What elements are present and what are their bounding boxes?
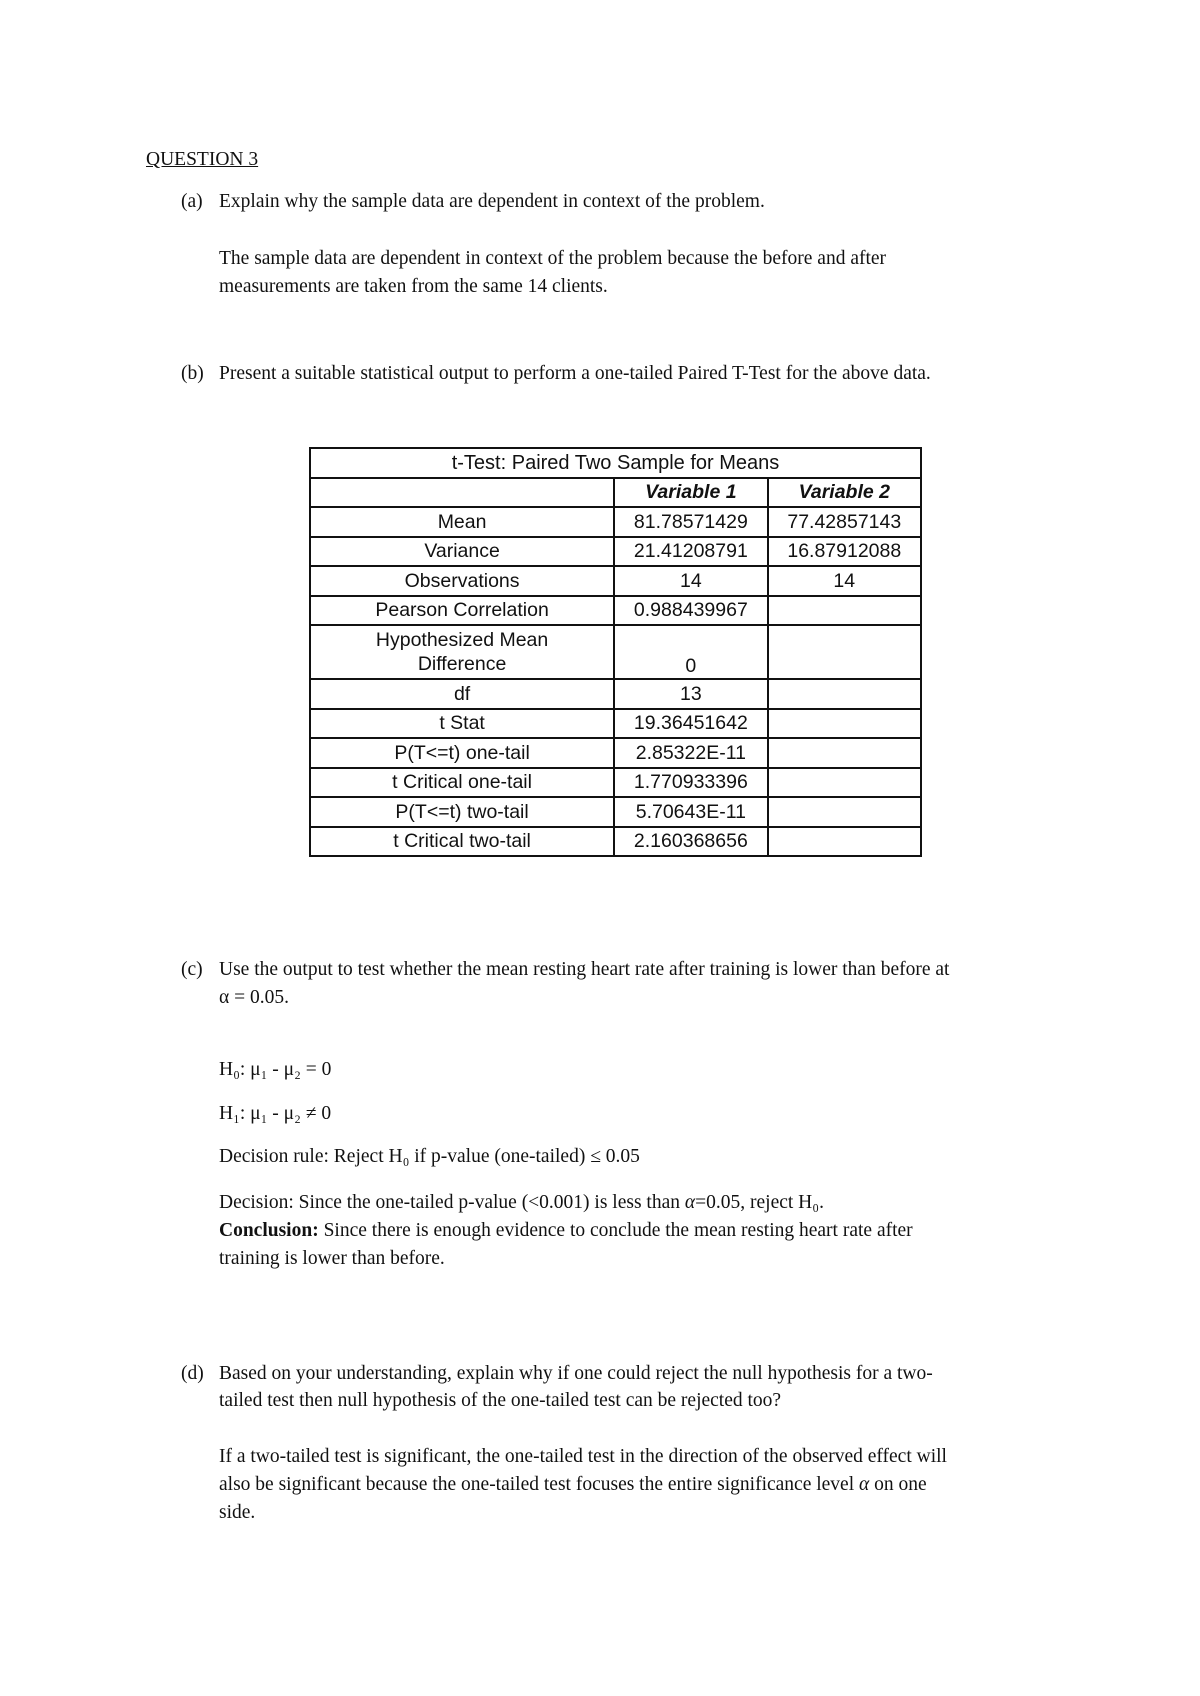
table-row [310,709,921,739]
part-a-question: Explain why the sample data are dependent in context of the problem. [219,191,765,212]
part-c-h0: H₀: μ₁ - μ₂ = 0 [219,1059,332,1080]
table-header-variable-1: Variable 1 [614,478,767,508]
row-label: df [310,679,614,709]
row-label: t Critical two-tail [310,827,614,857]
answer-text-1: also be significant because the one-tailed test focuses the entire significance level [219,1474,859,1495]
row-value-1: 13 [614,679,767,709]
answer-text-2: on one [869,1474,927,1495]
row-value-2 [768,709,921,739]
part-c-conclusion [219,1217,913,1245]
part-d-question-line2: tailed test then null hypothesis of the one-tailed test can be rejected too? [219,1390,782,1411]
decision-text-1: Decision: Since the one-tailed p-value (<0.001) is less than [219,1192,685,1213]
row-label: P(T<=t) one-tail [310,738,614,768]
part-d-answer-line1: If a two-tailed test is significant, the one-tailed test in the direction of the observed effect will [219,1446,947,1467]
part-a-label: (a) [181,191,203,212]
row-value-1: 81.78571429 [614,507,767,537]
part-c-question-line1: Use the output to test whether the mean resting heart rate after training is lower than before at [219,959,950,980]
part-b-question: Present a suitable statistical output to perform a one-tailed Paired T-Test for the above data. [219,363,931,384]
decision-text-2: =0.05, reject H₀. [695,1192,824,1213]
part-c-conclusion-line2: training is lower than before. [219,1248,445,1269]
row-value-1: 5.70643E-11 [614,797,767,827]
part-c-alpha: α = 0.05. [219,987,289,1008]
part-d-answer-line2 [219,1471,927,1499]
row-value-2 [768,827,921,857]
conclusion-label: Conclusion: [219,1220,319,1241]
conclusion-text: Since there is enough evidence to conclude the mean resting heart rate after [318,1220,913,1241]
row-value-2: 77.42857143 [768,507,921,537]
row-label: Pearson Correlation [310,596,614,626]
row-value-2 [768,797,921,827]
table-row [310,797,921,827]
part-c-decision [219,1189,824,1217]
row-value-2: 14 [768,566,921,596]
row-value-1: 0.988439967 [614,596,767,626]
part-d-question-line1: Based on your understanding, explain why if one could reject the null hypothesis for a two- [219,1363,933,1384]
table-header-blank [310,478,614,508]
row-value-1: 0 [614,625,767,679]
row-value-1: 2.85322E-11 [614,738,767,768]
decision-alpha: α [684,1192,696,1213]
part-d-label: (d) [181,1363,204,1384]
row-value-2 [768,596,921,626]
row-value-2 [768,625,921,679]
table-row [310,827,921,857]
table-row [310,566,921,596]
row-value-1: 1.770933396 [614,768,767,798]
row-label-line2: Difference [417,653,507,675]
row-label [310,625,614,679]
table-row [310,625,921,679]
row-value-2 [768,768,921,798]
part-a-answer-line2: measurements are taken from the same 14 clients. [219,276,608,297]
row-label: Mean [310,507,614,537]
table-title: t-Test: Paired Two Sample for Means [310,448,921,478]
table-row [310,679,921,709]
part-c-h1: H₁: μ₁ - μ₂ ≠ 0 [219,1103,332,1124]
table-row [310,768,921,798]
row-label: P(T<=t) two-tail [310,797,614,827]
table-row [310,596,921,626]
part-a-answer-line1: The sample data are dependent in context of the problem because the before and after [219,248,887,269]
table-row [310,738,921,768]
page-heading: QUESTION 3 [146,149,259,170]
row-value-1: 14 [614,566,767,596]
table-header-variable-2: Variable 2 [768,478,921,508]
part-b-label: (b) [181,363,204,384]
table-row [310,537,921,567]
row-value-2 [768,679,921,709]
table-row [310,507,921,537]
part-c-decision-rule: Decision rule: Reject H₀ if p-value (one-tailed) ≤ 0.05 [219,1146,640,1167]
row-label-line1: Hypothesized Mean [375,629,549,651]
row-value-2 [768,738,921,768]
row-label: t Stat [310,709,614,739]
answer-alpha: α [859,1474,870,1495]
row-value-2: 16.87912088 [768,537,921,567]
paired-t-test-table [309,447,922,857]
row-label: t Critical one-tail [310,768,614,798]
row-label: Observations [310,566,614,596]
row-label: Variance [310,537,614,567]
part-c-label: (c) [181,959,203,980]
part-d-answer-line3: side. [219,1502,256,1523]
row-value-1: 2.160368656 [614,827,767,857]
row-value-1: 21.41208791 [614,537,767,567]
row-value-1: 19.36451642 [614,709,767,739]
